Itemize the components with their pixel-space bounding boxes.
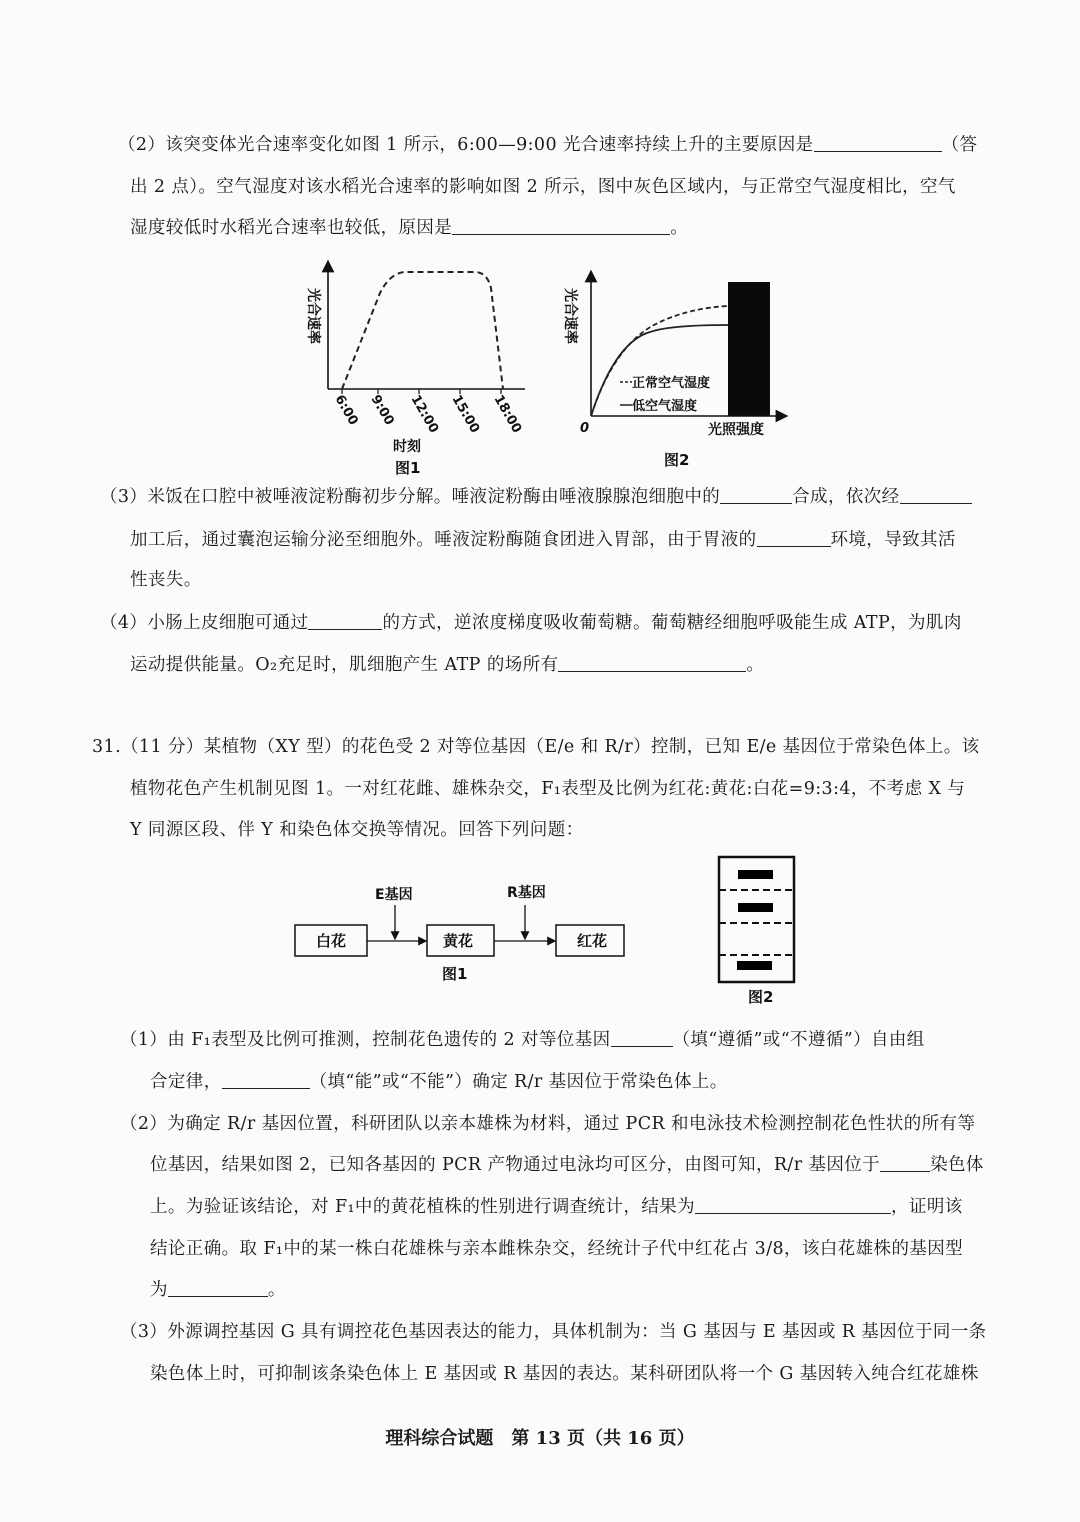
q31-p2-line3 xyxy=(150,1195,963,1219)
answer-blank[interactable] xyxy=(695,1195,891,1214)
answer-blank[interactable] xyxy=(168,1278,268,1297)
gel-band xyxy=(738,870,773,879)
y-axis-label: 光合速率 xyxy=(305,288,321,344)
text: 。 xyxy=(746,655,765,675)
q30-p3-line1 xyxy=(100,485,972,509)
white-flower-label: 白花 xyxy=(316,932,347,950)
answer-blank[interactable] xyxy=(880,1153,930,1172)
answer-blank[interactable] xyxy=(222,1070,310,1089)
tick-label: 18:00 xyxy=(490,392,525,436)
q30-figure2-chart xyxy=(560,262,790,472)
q30-p2-line3 xyxy=(130,216,688,240)
text: 染色体 xyxy=(930,1155,984,1175)
text: ，证明该 xyxy=(891,1197,963,1217)
figure-caption: 图1 xyxy=(442,965,468,983)
yellow-flower-label: 黄花 xyxy=(443,932,474,950)
answer-blank[interactable] xyxy=(452,216,670,235)
figure-caption: 图1 xyxy=(395,459,421,477)
q30-p2-line2: 出 2 点）。空气湿度对该水稻光合速率的影响如图 2 所示，图中灰色区域内，与正常空气湿度相比，空气 xyxy=(130,177,956,197)
answer-blank[interactable] xyxy=(814,133,942,152)
text: 为 xyxy=(150,1280,168,1300)
text: （4）小肠上皮细胞可通过 xyxy=(100,613,309,633)
q31-figure1-flowchart xyxy=(290,875,640,990)
text: 位基因，结果如图 2，已知各基因的 PCR 产物通过电泳均可区分，由图可知，R/r 基因位于 xyxy=(150,1155,881,1175)
e-gene-label: E基因 xyxy=(375,887,413,903)
text: （答 xyxy=(941,135,978,155)
figure-caption: 图2 xyxy=(664,451,690,469)
q31-p2-line1: （2）为确定 R/r 基因位置，科研团队以亲本雄株为材料，通过 PCR 和电泳技术检测控制花色性状的所有等 xyxy=(120,1114,976,1134)
tick-label: 9:00 xyxy=(367,392,397,429)
q30-figure1-chart xyxy=(295,258,535,480)
y-axis-label: 光合速率 xyxy=(562,288,578,344)
answer-blank[interactable] xyxy=(611,1028,673,1047)
answer-blank[interactable] xyxy=(900,485,972,504)
text: 环境，导致其活 xyxy=(830,530,956,550)
q30-p3-line2 xyxy=(130,528,956,552)
tick-label: 6:00 xyxy=(331,392,361,429)
text: （2）该突变体光合速率变化如图 1 所示，6:00—9:00 光合速率持续上升的主要原因是 xyxy=(118,135,814,155)
text: 合成，依次经 xyxy=(792,487,900,507)
answer-blank[interactable] xyxy=(558,653,746,672)
q30-p4-line2 xyxy=(130,653,764,677)
text: 。 xyxy=(670,218,689,238)
text: 合定律， xyxy=(150,1072,222,1092)
gray-region xyxy=(728,282,770,416)
tick-label: 15:00 xyxy=(448,392,483,436)
q31-intro-line1: 31.（11 分）某植物（XY 型）的花色受 2 对等位基因（E/e 和 R/r）控制，已知 E/e 基因位于常染色体上。该 xyxy=(92,737,980,757)
q30-p4-line1 xyxy=(100,611,962,635)
r-gene-label: R基因 xyxy=(507,885,546,901)
q31-p2-line4: 结论正确。取 F₁中的某一株白花雄株与亲本雌株杂交，经统计子代中红花占 3/8，该白花雄株的基因型 xyxy=(150,1239,964,1259)
text: 加工后，通过囊泡运输分泌至细胞外。唾液淀粉酶随食团进入胃部，由于胃液的 xyxy=(130,530,757,550)
text: 的方式，逆浓度梯度吸收葡萄糖。葡萄糖经细胞呼吸能生成 ATP，为肌肉 xyxy=(382,613,962,633)
text: 上。为验证该结论，对 F₁中的黄花植株的性别进行调查统计，结果为 xyxy=(150,1197,696,1217)
text: （填“能”或“不能”）确定 R/r 基因位于常染色体上。 xyxy=(309,1072,728,1092)
x-axis-label: 光照强度 xyxy=(708,422,764,438)
tick-label: 12:00 xyxy=(407,392,442,436)
q31-intro-line2: 植物花色产生机制见图 1。一对红花雌、雄株杂交，F₁表型及比例为红花:黄花:白花=9:3:4，不考虑 X 与 xyxy=(130,779,966,799)
text: （填“遵循”或“不遵循”）自由组 xyxy=(672,1030,925,1050)
origin-label: 0 xyxy=(580,421,590,436)
q31-intro-line3: Y 同源区段、伴 Y 和染色体交换等情况。回答下列问题： xyxy=(130,820,584,840)
text: 运动提供能量。O₂充足时，肌细胞产生 ATP 的场所有 xyxy=(130,655,559,675)
rate-curve xyxy=(342,272,503,389)
q31-p2-line5 xyxy=(150,1278,286,1302)
q31-p3-line1: （3）外源调控基因 G 具有调控花色基因表达的能力，具体机制为：当 G 基因与 E 基因或 R 基因位于同一条 xyxy=(120,1322,987,1342)
answer-blank[interactable] xyxy=(757,528,831,547)
q31-p2-line2 xyxy=(150,1153,984,1177)
q30-p3-line3: 性丧失。 xyxy=(130,570,202,590)
text: 。 xyxy=(267,1280,286,1300)
q31-p1-line2 xyxy=(150,1070,728,1094)
text: （1）由 F₁表型及比例可推测，控制花色遗传的 2 对等位基因 xyxy=(120,1030,611,1050)
gel-band xyxy=(737,961,772,970)
gel-band xyxy=(738,903,773,912)
text: （3）米饭在口腔中被唾液淀粉酶初步分解。唾液淀粉酶由唾液腺腺泡细胞中的 xyxy=(100,487,721,507)
q30-p2-line1 xyxy=(118,133,977,157)
answer-blank[interactable] xyxy=(720,485,792,504)
page-footer: 理科综合试题 第 13 页（共 16 页） xyxy=(385,1428,695,1449)
answer-blank[interactable] xyxy=(308,611,382,630)
legend-normal: 正常空气湿度 xyxy=(632,376,711,391)
text: 湿度较低时水稻光合速率也较低，原因是 xyxy=(130,218,453,238)
red-flower-label: 红花 xyxy=(577,932,608,950)
q31-p3-line2: 染色体上时，可抑制该条染色体上 E 基因或 R 基因的表达。某科研团队将一个 G 基因转入纯合红花雄株 xyxy=(150,1364,979,1384)
x-axis-label: 时刻 xyxy=(393,439,421,455)
figure-caption: 图2 xyxy=(748,988,774,1006)
q31-p1-line1 xyxy=(120,1028,925,1052)
q31-figure2-gel xyxy=(715,852,800,1012)
legend-low: 低空气湿度 xyxy=(632,399,698,414)
